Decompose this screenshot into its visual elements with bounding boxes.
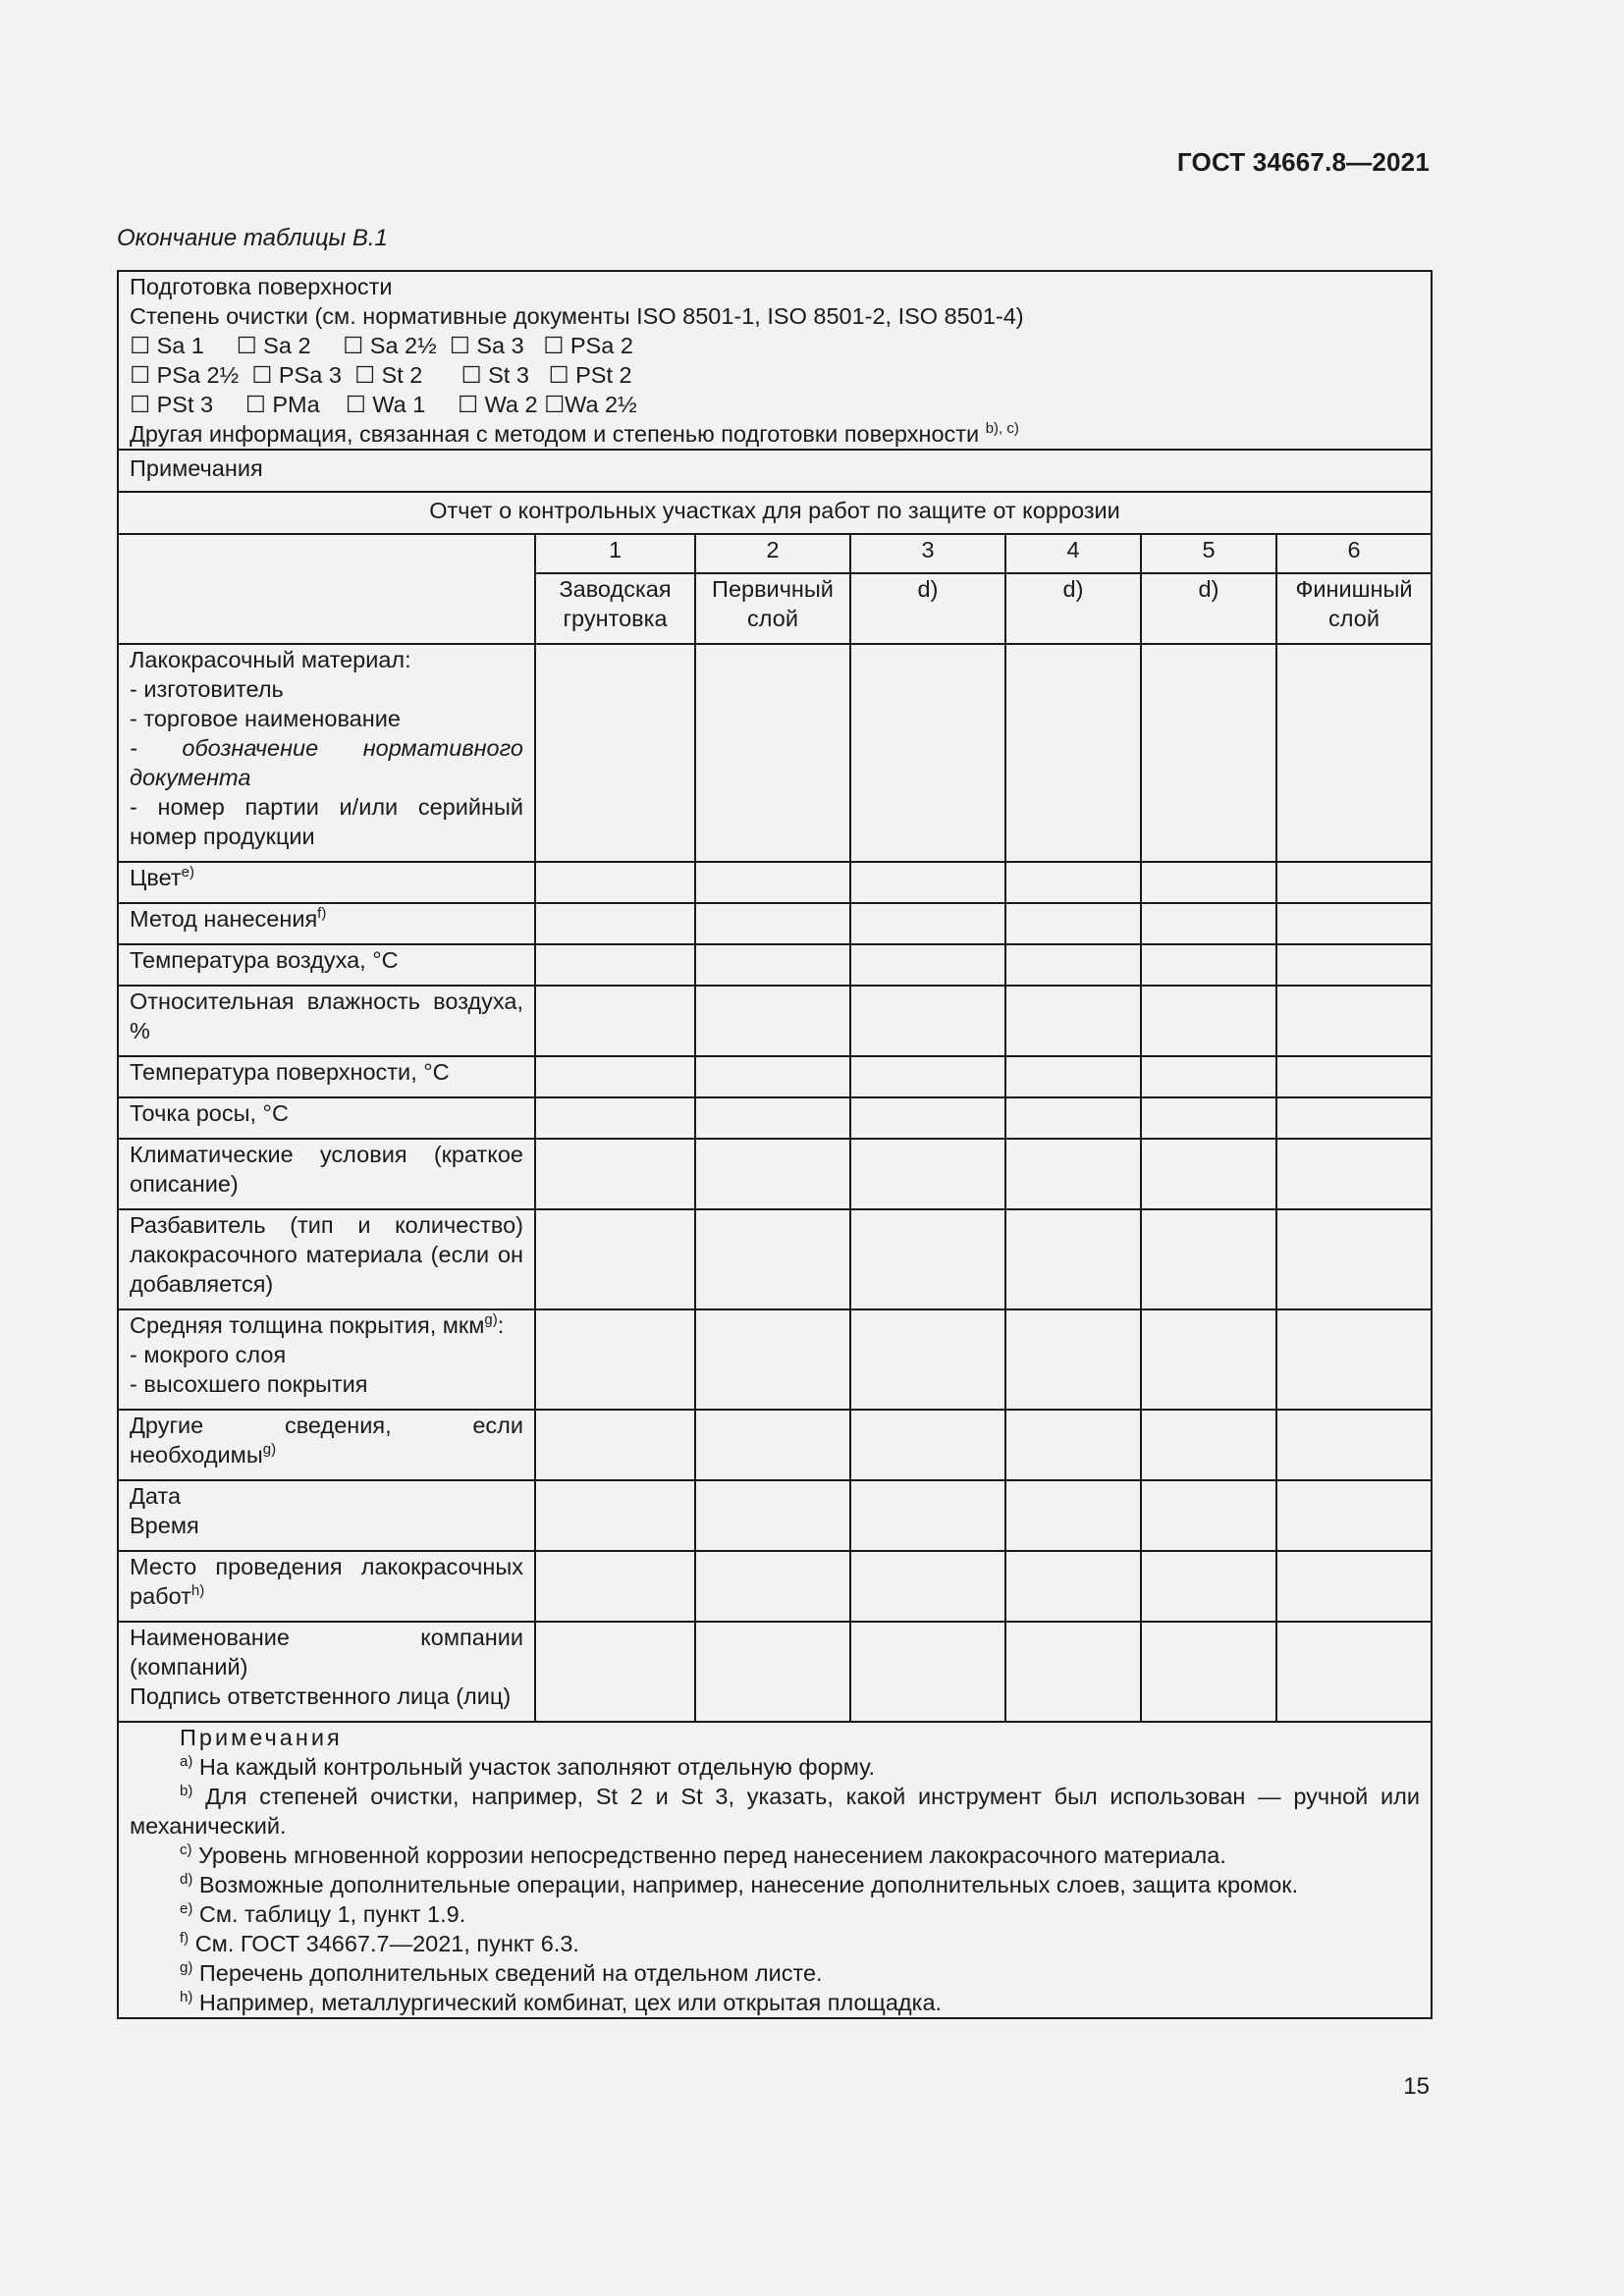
column-number: 5 xyxy=(1141,534,1276,573)
surface-prep-title: Подготовка поверхности xyxy=(130,274,393,299)
entry-cell[interactable] xyxy=(695,1056,850,1097)
entry-cell[interactable] xyxy=(1276,944,1432,986)
entry-cell[interactable] xyxy=(695,1309,850,1410)
entry-cell[interactable] xyxy=(1276,644,1432,862)
remarks-row xyxy=(118,450,1432,492)
column-number: 6 xyxy=(1276,534,1432,573)
entry-cell[interactable] xyxy=(695,903,850,944)
row-label: Метод нанесения$^{f)}$ xyxy=(118,903,535,944)
entry-cell[interactable] xyxy=(1005,1309,1141,1410)
thickness-row xyxy=(118,1309,1432,1410)
entry-cell[interactable] xyxy=(535,1309,695,1410)
entry-cell[interactable] xyxy=(695,1410,850,1480)
report-title-row xyxy=(118,492,1432,534)
column-label: Финишный слой xyxy=(1276,573,1432,644)
entry-cell[interactable] xyxy=(1005,944,1141,986)
footnote-ref: g) xyxy=(484,1311,498,1328)
footnote: $^{e)}$ См. таблицу 1, пункт 1.9. xyxy=(180,1900,466,1927)
row-label: Относительная влажность воздуха, % xyxy=(118,986,535,1056)
entry-cell[interactable] xyxy=(1276,1309,1432,1410)
report-form-table xyxy=(117,270,1433,2019)
header-blank-cell xyxy=(118,534,535,644)
thinner-row xyxy=(118,1209,1432,1309)
row-label: Другие сведения, если необходимы$^{g)}$ xyxy=(118,1410,535,1480)
place-row xyxy=(118,1551,1432,1622)
notes-row xyxy=(118,1722,1432,2018)
footnote: $^{h)}$ Например, металлургический комбинат, цех или открытая площадка. xyxy=(180,1989,943,2015)
entry-cell[interactable] xyxy=(535,1551,695,1622)
entry-cell[interactable] xyxy=(1141,1097,1276,1139)
entry-cell[interactable] xyxy=(1005,1622,1141,1722)
climate-row xyxy=(118,1139,1432,1209)
entry-cell[interactable] xyxy=(850,862,1005,903)
checkbox-row[interactable]: ☐ PSa 2½ ☐ PSa 3 ☐ St 2 ☐ St 3 ☐ PSt 2 xyxy=(130,362,632,388)
footnote: $^{c)}$ Уровень мгновенной коррозии непосредственно перед нанесением лакокрасочного материала. xyxy=(180,1842,1226,1868)
entry-cell[interactable] xyxy=(1005,1139,1141,1209)
entry-cell[interactable] xyxy=(1141,903,1276,944)
entry-cell[interactable] xyxy=(1276,986,1432,1056)
entry-cell[interactable] xyxy=(695,1480,850,1551)
company-row xyxy=(118,1622,1432,1722)
entry-cell[interactable] xyxy=(535,1056,695,1097)
row-label: Место проведения лакокрасочных работ$^{h)}$ xyxy=(118,1551,535,1622)
entry-cell[interactable] xyxy=(695,1209,850,1309)
footnote-ref: g) xyxy=(262,1441,277,1458)
entry-cell[interactable] xyxy=(535,862,695,903)
entry-cell[interactable] xyxy=(850,1410,1005,1480)
entry-cell[interactable] xyxy=(850,644,1005,862)
footnote-ref: h) xyxy=(190,1582,205,1599)
entry-cell[interactable] xyxy=(695,862,850,903)
entry-cell[interactable] xyxy=(1141,986,1276,1056)
entry-cell[interactable] xyxy=(535,1209,695,1309)
other-info-line: Другая информация, связанная с методом и степенью подготовки поверхности $^{b), c)}$ xyxy=(130,420,1019,447)
air-temp-row xyxy=(118,944,1432,986)
column-number: 2 xyxy=(695,534,850,573)
date-time-row xyxy=(118,1480,1432,1551)
entry-cell[interactable] xyxy=(695,1139,850,1209)
footnote: $^{d)}$ Возможные дополнительные операции, например, нанесение дополнительных слоев, защита кромок. xyxy=(180,1871,1299,1897)
entry-cell[interactable] xyxy=(1276,862,1432,903)
entry-cell[interactable] xyxy=(1141,1309,1276,1410)
entry-cell[interactable] xyxy=(535,1480,695,1551)
entry-cell[interactable] xyxy=(850,986,1005,1056)
entry-cell[interactable] xyxy=(1141,1139,1276,1209)
entry-cell[interactable] xyxy=(535,1139,695,1209)
notes-cell xyxy=(118,1722,1432,2018)
column-number: 4 xyxy=(1005,534,1141,573)
method-row xyxy=(118,903,1432,944)
entry-cell[interactable] xyxy=(1005,1551,1141,1622)
page-number: 15 xyxy=(1403,2073,1430,2100)
entry-cell[interactable] xyxy=(1276,1551,1432,1622)
entry-cell[interactable] xyxy=(1141,1410,1276,1480)
table-caption: Окончание таблицы В.1 xyxy=(117,225,388,251)
row-label: Точка росы, °С xyxy=(118,1097,535,1139)
entry-cell[interactable] xyxy=(1141,1056,1276,1097)
entry-cell[interactable] xyxy=(695,986,850,1056)
entry-cell[interactable] xyxy=(695,1551,850,1622)
entry-cell[interactable] xyxy=(1276,1056,1432,1097)
column-number: 3 xyxy=(850,534,1005,573)
color-row xyxy=(118,862,1432,903)
entry-cell[interactable] xyxy=(850,1097,1005,1139)
row-label: Температура поверхности, °С xyxy=(118,1056,535,1097)
entry-cell[interactable] xyxy=(850,1309,1005,1410)
entry-cell[interactable] xyxy=(1141,1551,1276,1622)
entry-cell[interactable] xyxy=(535,1622,695,1722)
entry-cell[interactable] xyxy=(1005,1097,1141,1139)
entry-cell[interactable] xyxy=(1005,986,1141,1056)
checkbox-row[interactable]: ☐ Sa 1 ☐ Sa 2 ☐ Sa 2½ ☐ Sa 3 ☐ PSa 2 xyxy=(130,333,633,358)
humidity-row xyxy=(118,986,1432,1056)
entry-cell[interactable] xyxy=(1276,1209,1432,1309)
entry-cell[interactable] xyxy=(850,903,1005,944)
entry-cell[interactable] xyxy=(695,1097,850,1139)
row-label: Дата Время xyxy=(118,1480,535,1551)
footnote-ref: f) xyxy=(317,905,327,922)
entry-cell[interactable] xyxy=(1141,1480,1276,1551)
entry-cell[interactable] xyxy=(535,1410,695,1480)
entry-cell[interactable] xyxy=(850,1209,1005,1309)
entry-cell[interactable] xyxy=(1005,862,1141,903)
row-label: Климатические условия (краткое описание) xyxy=(118,1139,535,1209)
entry-cell[interactable] xyxy=(1141,862,1276,903)
footnote: $^{g)}$ Перечень дополнительных сведений на отдельном листе. xyxy=(180,1959,823,1986)
entry-cell[interactable] xyxy=(850,1480,1005,1551)
entry-cell[interactable] xyxy=(850,1139,1005,1209)
entry-cell[interactable] xyxy=(850,1622,1005,1722)
entry-cell[interactable] xyxy=(1005,1209,1141,1309)
entry-cell[interactable] xyxy=(695,644,850,862)
entry-cell[interactable] xyxy=(1276,1480,1432,1551)
entry-cell[interactable] xyxy=(1276,1410,1432,1480)
column-label: d) xyxy=(1141,573,1276,644)
entry-cell[interactable] xyxy=(695,944,850,986)
entry-cell[interactable] xyxy=(1141,1622,1276,1722)
entry-cell[interactable] xyxy=(1005,1410,1141,1480)
entry-cell[interactable] xyxy=(1005,903,1141,944)
notes-title: Примечания xyxy=(180,1725,343,1750)
entry-cell[interactable] xyxy=(535,903,695,944)
footnote-ref: b), c) xyxy=(985,420,1019,437)
report-title: Отчет о контрольных участках для работ по защите от коррозии xyxy=(118,492,1432,534)
checkbox-row[interactable]: ☐ PSt 3 ☐ PMa ☐ Wa 1 ☐ Wa 2 ☐Wa 2½ xyxy=(130,392,637,417)
entry-cell[interactable] xyxy=(1141,944,1276,986)
column-number-row xyxy=(118,534,1432,573)
paint-material-row xyxy=(118,644,1432,862)
surface-prep-row xyxy=(118,271,1432,450)
entry-cell[interactable] xyxy=(1005,644,1141,862)
entry-cell[interactable] xyxy=(850,1551,1005,1622)
entry-cell[interactable] xyxy=(695,1622,850,1722)
row-label: Лакокрасочный материал: - изготовитель - торговое наименование - обозначение нормативного документа - номер партии и/или серийный номер продукции xyxy=(118,644,535,862)
cleaning-degree-line: Степень очистки (см. нормативные документы ISO 8501-1, ISO 8501-2, ISO 8501-4) xyxy=(130,303,1024,329)
row-label: Наименование компании (компаний) Подпись ответственного лица (лиц) xyxy=(118,1622,535,1722)
entry-cell[interactable] xyxy=(1141,1209,1276,1309)
entry-cell[interactable] xyxy=(1276,1622,1432,1722)
footnote: $^{a)}$ На каждый контрольный участок заполняют отдельную форму. xyxy=(180,1753,876,1780)
row-label: Цвет$^{e)}$ xyxy=(118,862,535,903)
column-label: d) xyxy=(1005,573,1141,644)
column-label: d) xyxy=(850,573,1005,644)
row-label: Температура воздуха, °С xyxy=(118,944,535,986)
entry-cell[interactable] xyxy=(535,1097,695,1139)
column-label: Первичный слой xyxy=(695,573,850,644)
entry-cell[interactable] xyxy=(1276,1097,1432,1139)
footnote-ref: e) xyxy=(181,864,195,881)
entry-cell[interactable] xyxy=(1276,1139,1432,1209)
entry-cell[interactable] xyxy=(850,944,1005,986)
entry-cell[interactable] xyxy=(850,1056,1005,1097)
remarks-cell[interactable]: Примечания xyxy=(118,450,1432,492)
surface-prep-cell xyxy=(118,271,1432,450)
row-label: Средняя толщина покрытия, мкм$^{g)}$: - мокрого слоя - высохшего покрытия xyxy=(118,1309,535,1410)
entry-cell[interactable] xyxy=(1141,644,1276,862)
entry-cell[interactable] xyxy=(1005,1056,1141,1097)
document-code: ГОСТ 34667.8—2021 xyxy=(1176,147,1430,177)
dew-point-row xyxy=(118,1097,1432,1139)
entry-cell[interactable] xyxy=(1276,903,1432,944)
other-info-row xyxy=(118,1410,1432,1480)
entry-cell[interactable] xyxy=(535,644,695,862)
column-label: Заводская грунтовка xyxy=(535,573,695,644)
footnote: $^{b)}$ Для степеней очистки, например, St 2 и St 3, указать, какой инструмент был использован — ручной или механический. xyxy=(130,1783,1421,1839)
entry-cell[interactable] xyxy=(535,944,695,986)
surface-temp-row xyxy=(118,1056,1432,1097)
row-label: Разбавитель (тип и количество) лакокрасочного материала (если он добавляется) xyxy=(118,1209,535,1309)
footnote: $^{f)}$ См. ГОСТ 34667.7—2021, пункт 6.3. xyxy=(180,1930,579,1956)
column-number: 1 xyxy=(535,534,695,573)
entry-cell[interactable] xyxy=(535,986,695,1056)
entry-cell[interactable] xyxy=(1005,1480,1141,1551)
